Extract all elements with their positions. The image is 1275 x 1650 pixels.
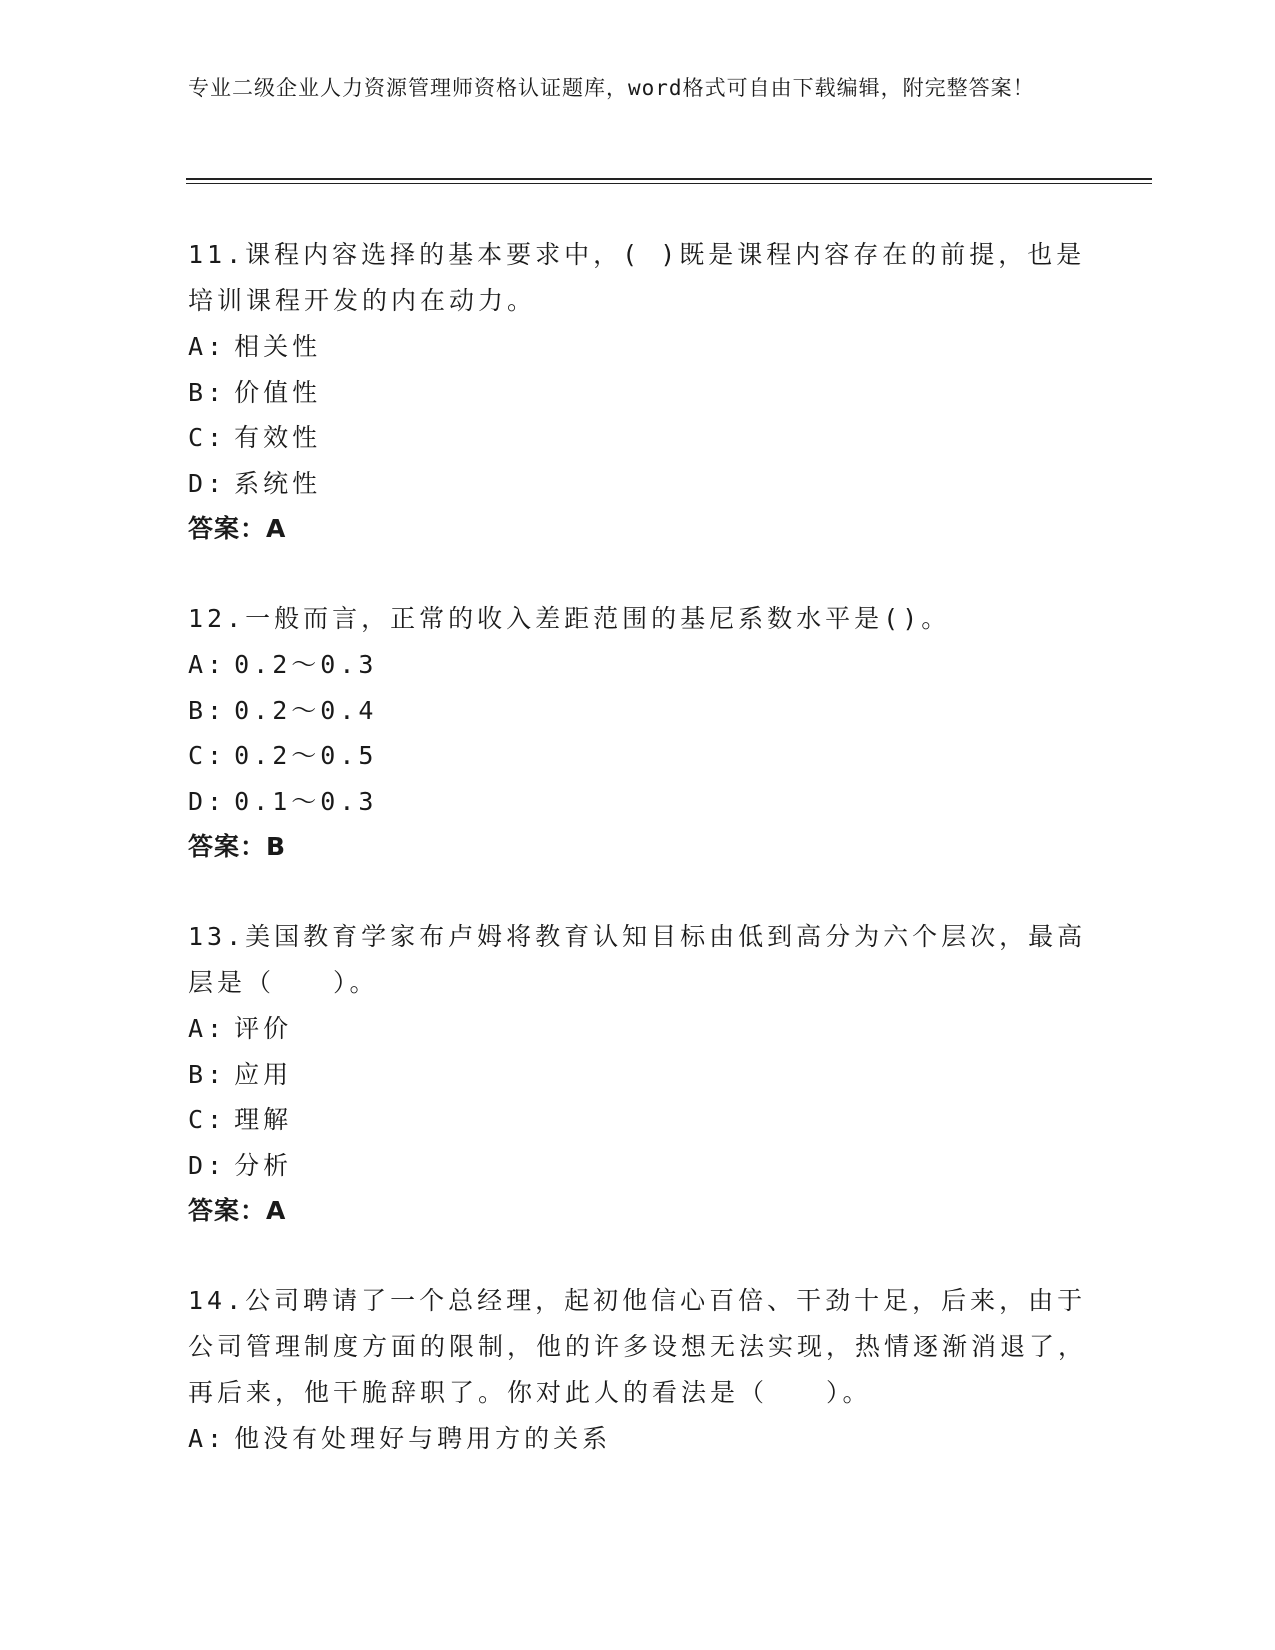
question-stem: 14.公司聘请了一个总经理，起初他信心百倍、干劲十足，后来，由于公司管理制度方面的限制，他的许多设想无法实现，热情逐渐消退了，再后来，他干脆辞职了。你对此人的看法是（ ）。 bbox=[188, 1286, 1088, 1407]
option-key: A: bbox=[188, 332, 227, 361]
option-text: 他没有处理好与聘用方的关系 bbox=[234, 1424, 612, 1453]
option-key: D: bbox=[188, 786, 227, 816]
option-c bbox=[188, 415, 1108, 461]
answer: 答案：B bbox=[188, 832, 287, 861]
option-a bbox=[188, 1006, 1108, 1052]
question-13 bbox=[188, 914, 1108, 1234]
option-text: 应用 bbox=[234, 1059, 293, 1089]
option-a bbox=[188, 642, 1108, 688]
option-key: C: bbox=[188, 423, 227, 452]
option-text: 相关性 bbox=[234, 332, 322, 361]
option-a bbox=[188, 324, 1108, 370]
option-text: 价值性 bbox=[234, 377, 322, 407]
option-c bbox=[188, 733, 1108, 779]
option-text: 系统性 bbox=[234, 468, 322, 498]
option-key: A: bbox=[188, 1014, 227, 1043]
option-key: B: bbox=[188, 695, 227, 725]
question-14 bbox=[188, 1278, 1108, 1462]
question-stem: 13.美国教育学家布卢姆将教育认知目标由低到高分为六个层次，最高层是（ ）。 bbox=[188, 922, 1087, 997]
option-text: 0.2～0.5 bbox=[234, 741, 378, 770]
option-text: 分析 bbox=[234, 1150, 293, 1180]
header-rule-thin bbox=[186, 183, 1152, 184]
answer: 答案：A bbox=[188, 1196, 287, 1225]
option-key: C: bbox=[188, 1105, 227, 1134]
question-11 bbox=[188, 232, 1108, 552]
option-text: 理解 bbox=[234, 1105, 293, 1134]
option-key: A: bbox=[188, 1424, 227, 1453]
question-12 bbox=[188, 596, 1108, 870]
document-header: 专业二级企业人力资源管理师资格认证题库，word格式可自由下载编辑，附完整答案！ bbox=[188, 76, 1035, 100]
option-text: 有效性 bbox=[234, 423, 322, 452]
option-key: B: bbox=[188, 377, 227, 407]
question-stem: 12.一般而言，正常的收入差距范围的基尼系数水平是()。 bbox=[188, 604, 951, 633]
option-b bbox=[188, 1052, 1108, 1098]
question-stem: 11.课程内容选择的基本要求中，( )既是课程内容存在的前提，也是培训课程开发的内在动力。 bbox=[188, 240, 1086, 315]
option-text: 0.1～0.3 bbox=[234, 786, 378, 816]
question-list bbox=[188, 232, 1108, 1506]
option-text: 评价 bbox=[234, 1014, 293, 1043]
option-key: D: bbox=[188, 1150, 227, 1180]
option-key: A: bbox=[188, 650, 227, 679]
option-text: 0.2～0.3 bbox=[234, 650, 378, 679]
option-text: 0.2～0.4 bbox=[234, 695, 378, 725]
header-rule bbox=[186, 178, 1152, 180]
option-b bbox=[188, 370, 1108, 416]
option-d bbox=[188, 1143, 1108, 1189]
answer: 答案：A bbox=[188, 514, 287, 543]
option-a bbox=[188, 1416, 1108, 1462]
option-key: B: bbox=[188, 1059, 227, 1089]
option-c bbox=[188, 1097, 1108, 1143]
option-key: D: bbox=[188, 468, 227, 498]
option-d bbox=[188, 461, 1108, 507]
option-b bbox=[188, 688, 1108, 734]
option-key: C: bbox=[188, 741, 227, 770]
option-d bbox=[188, 779, 1108, 825]
